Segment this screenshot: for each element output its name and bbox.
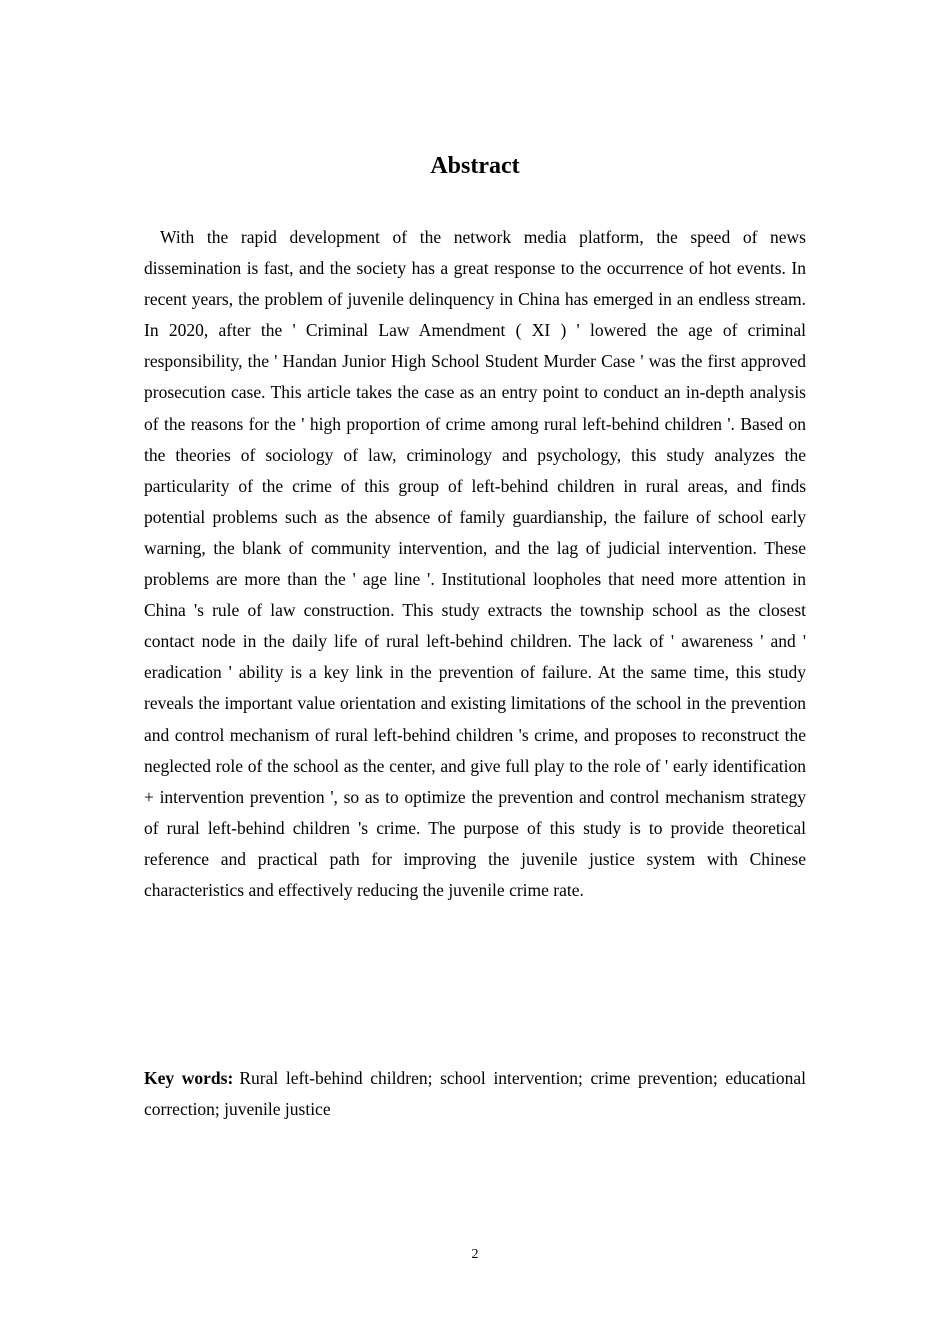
abstract-title: Abstract (430, 153, 520, 179)
page-number: 2 (471, 1247, 479, 1262)
keywords-label: Key words: (144, 1068, 234, 1088)
abstract-body: With the rapid development of the network media platform, the speed of news dissemination is fast, and the society has a great response to the occurrence of hot events. In recent years, the problem of juvenile delinquency in China has emerged in an endless stream. In 2020, after the ' Criminal Law Amendment ( XI ) ' lowered the age of criminal responsibility, the ' Handan Junior High School Student Murder Case ' was the first approved prosecution case. This article takes the case as an entry point to conduct an in-depth analysis of the reasons for the ' high proportion of crime among rural left-behind children '. Based on the theories of sociology of law, criminology and psychology, this study analyzes the particularity of the crime of this group of left-behind children in rural areas, and finds potential problems such as the absence of family guardianship, the failure of school early warning, the blank of community intervention, and the lag of judicial intervention. These problems are more than the ' age line '. Institutional loopholes that need more attention in China 's rule of law construction. This study extracts the township school as the closest contact node in the daily life of rural left-behind children. The lack of ' awareness ' and ' eradication ' ability is a key link in the prevention of failure. At the same time, this study reveals the important value orientation and existing limitations of the school in the prevention and control mechanism of rural left-behind children 's crime, and proposes to reconstruct the neglected role of the school as the center, and give full play to the role of ' early identification + intervention prevention ', so as to optimize the prevention and control mechanism strategy of rural left-behind children 's crime. The purpose of this study is to provide theoretical reference and practical path for improving the juvenile justice system with Chinese characteristics and effectively reducing the juvenile crime rate. (144, 227, 806, 900)
keywords-paragraph (144, 1063, 806, 1125)
keywords-text: Rural left-behind children; school intervention; crime prevention; educational correction; juvenile justice (144, 1068, 806, 1120)
